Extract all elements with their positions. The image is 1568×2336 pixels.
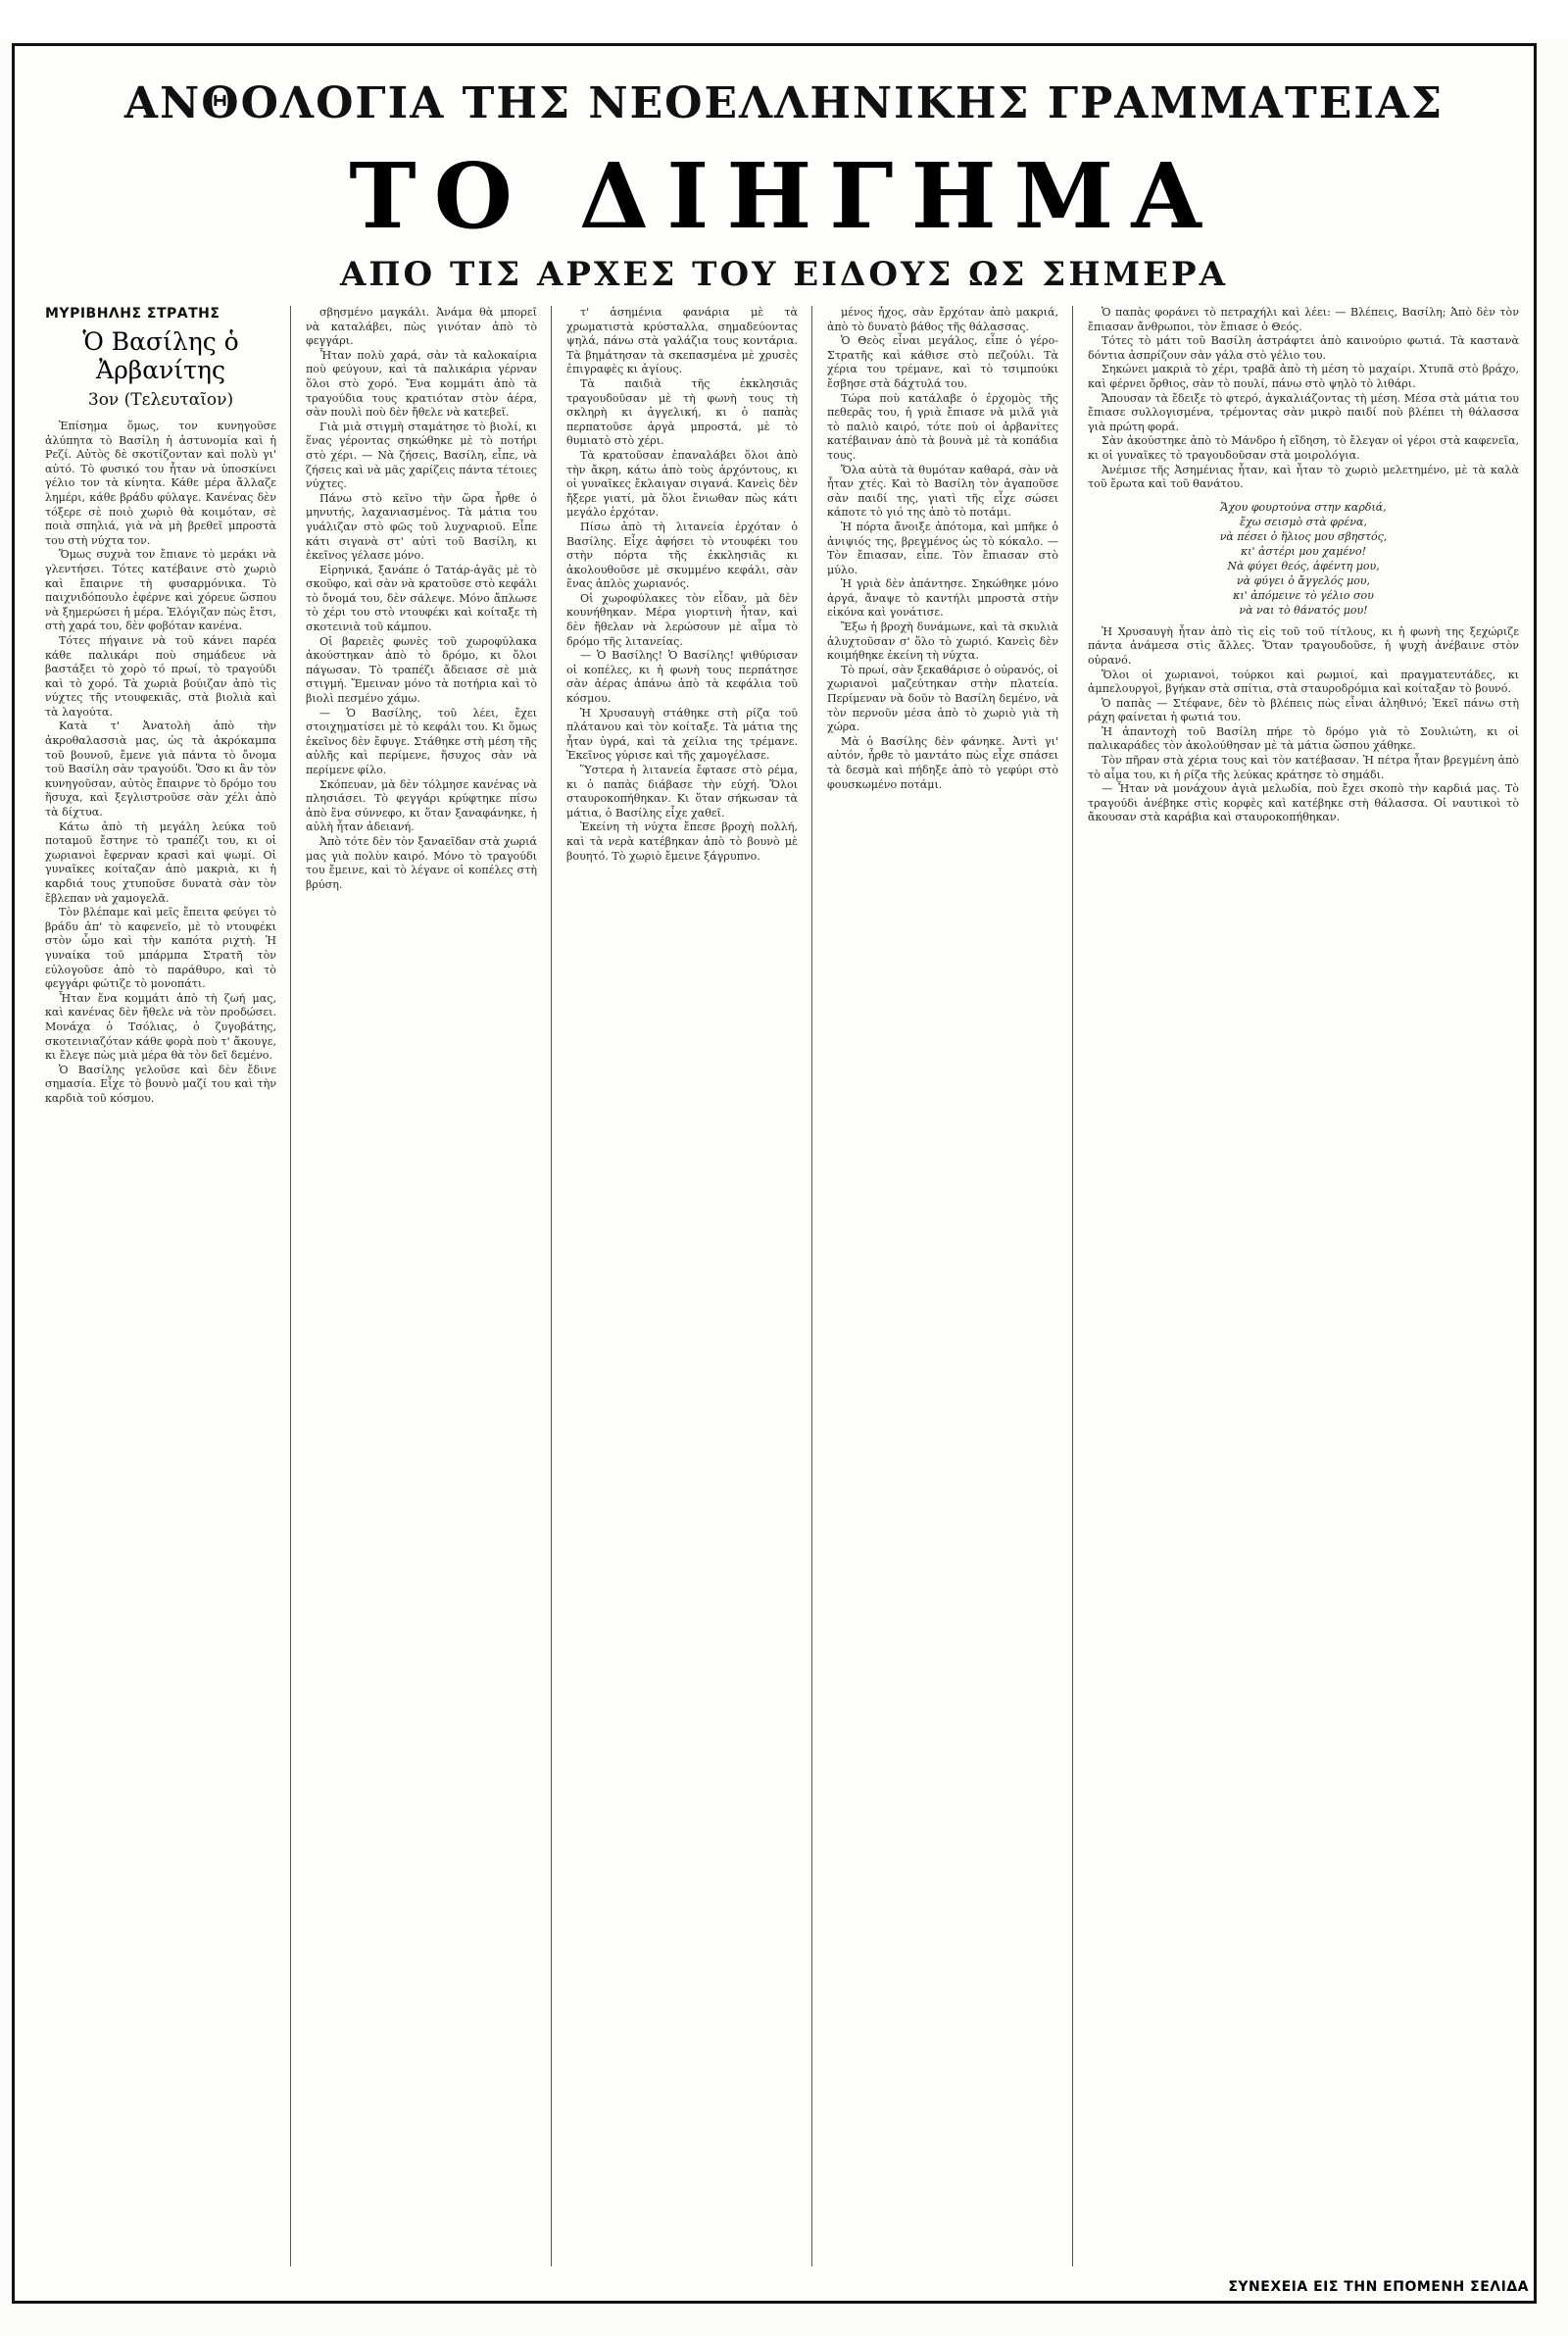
article-paragraph: Ἀπὸ τότε δὲν τὸν ξαναεῖδαν στὰ χωριά μας γιὰ πολὺν καιρό. Μόνο τὸ τραγούδι του ἔμεινε, καὶ τὸ λέγανε οἱ κοπέλες στὴ βρύση. bbox=[306, 834, 537, 891]
poem-line: νὰ ναι τὸ θάνατός μου! bbox=[1239, 603, 1368, 617]
column-3 bbox=[566, 306, 798, 2291]
article-paragraph: Ὕστερα ἡ λιτανεία ἔφτασε στὸ ρέμα, κι ὁ παπὰς διάβασε τὴν εὐχή. Ὅλοι σταυροκοπήθηκαν. Κι ὅταν σήκωσαν τὰ μάτια, ὁ Βασίλης εἶχε χαθεῖ. bbox=[566, 764, 798, 820]
article-paragraph: Τὸν πῆραν στὰ χέρια τους καὶ τὸν κατέβασαν. Ἡ πέτρα ἦταν βρεγμένη ἀπὸ τὸ αἷμα του, κι ἡ ρίζα τῆς λεύκας κράτησε τὸ σημάδι. bbox=[1088, 754, 1519, 781]
poem-line: κι' ἀπόμεινε τὸ γέλιο σου bbox=[1233, 588, 1374, 602]
article-paragraph: Ὁ Θεὸς εἶναι μεγάλος, εἶπε ὁ γέρο-Στρατῆς καὶ κάθισε στὸ πεζούλι. Τὰ χέρια του τρέμανε, καὶ τὸ τσιμπούκι ἔσβησε στὰ δάχτυλά του. bbox=[827, 334, 1058, 390]
article-paragraph: Τὸ πρωί, σὰν ξεκαθάρισε ὁ οὐρανός, οἱ χωριανοὶ μαζεύτηκαν στὴν πλατεία. Περίμεναν νὰ δοῦν τὸ Βασίλη δεμένο, νὰ τὸν περνοῦν μέσα ἀπὸ τὸ χωριὸ γιὰ τὴ χώρα. bbox=[827, 663, 1058, 734]
series-title: ΑΝΘΟΛΟΓΙΑ ΤΗΣ ΝΕΟΕΛΛΗΝΙΚΗΣ ΓΡΑΜΜΑΤΕΙΑΣ bbox=[123, 78, 1445, 128]
article-columns bbox=[45, 306, 1525, 2291]
column-body bbox=[827, 306, 1058, 792]
article-paragraph: τ' ἀσημένια φανάρια μὲ τὰ χρωματιστὰ κρύσταλλα, σημαδεύοντας ψηλά, πάνω στὰ γαλάζια τους κοντάρια. Τὰ βημάτησαν τὰ σκεπασμένα μὲ χρυσὲς ἐπιγραφὲς κι ἁγίους. bbox=[566, 306, 798, 376]
article-paragraph: — Ὁ Βασίλης, τοῦ λέει, ἔχει στοιχηματίσει μὲ τὸ κεφάλι του. Κι ὅμως ἐκεῖνος δὲν ἔφυγε. Στάθηκε στὴ μέση τῆς αὐλῆς καὶ περίμενε, ἥσυχος σὰν νὰ περίμενε φίλο. bbox=[306, 706, 537, 776]
column-2 bbox=[306, 306, 537, 2291]
article-paragraph: Τὰ κρατοῦσαν ἐπαναλάβει ὅλοι ἀπὸ τὴν ἄκρη, κάτω ἀπὸ τοὺς ἀρχόντους, κι οἱ γυναῖκες ἔκλαιγαν σιγανά. Κανεὶς δὲν ἤξερε γιατί, μὰ ὅλοι ἔνιωθαν πὼς κάτι μεγάλο ἐρχόταν. bbox=[566, 448, 798, 520]
article-paragraph: Ἐπίσημα ὅμως, τον κυνηγοῦσε ἀλύπητα τὸ Βασίλη ἡ ἀστυνομία καὶ ἡ Ρεζί. Αὐτὸς δὲ σκοτίζονταν καὶ πολὺ γι' αὐτό. Τὸ φυσικό του ἦταν νὰ ὑποσκίνει γέλιο τον τὰ κίνητα. Κάθε μέρα ἄλλαζε λημέρι, κάθε βράδυ φύλαγε. Κανένας δὲν τόξερε σὲ ποιὸ χωριὸ θὰ κοιμόταν, σὲ ποιὰ σπηλιά, γιὰ νὰ μὴ βρεθεῖ μπροστὰ του στὴ νύχτα τον. bbox=[45, 420, 276, 547]
article-paragraph: Πάνω στὸ κεῖνο τὴν ὥρα ἦρθε ὁ μηνυτής, λαχανιασμένος. Τὰ μάτια του γυάλιζαν στὸ φῶς τοῦ λυχναριοῦ. Εἶπε κάτι σιγανὰ στ' αὐτὶ τοῦ Βασίλη, κι ἐκεῖνος γέλασε μόνο. bbox=[306, 491, 537, 563]
article-paragraph: Σκόπευαν, μὰ δὲν τόλμησε κανένας νὰ πλησιάσει. Τὸ φεγγάρι κρύφτηκε πίσω ἀπὸ ἕνα σύννεφο, κι ὅταν ξαναφάνηκε, ἡ αὐλὴ ἦταν ἀδειανή. bbox=[306, 777, 537, 834]
poem-line: ἔχω σεισμὸ στὰ φρένα, bbox=[1240, 515, 1367, 528]
article-paragraph: Ἦταν πολὺ χαρά, σὰν τὰ καλοκαίρια ποὺ φεύγουν, καὶ τὰ παλικάρια γέρναν ὅλοι στὸ χορό. Ἔνα κομμάτι ἀπὸ τὰ τραγούδια τους κρατιόταν στὸν ἀέρα, σὰν πουλὶ ποὺ δὲν ἤθελε νὰ κατεβεῖ. bbox=[306, 348, 537, 420]
poem-line: Ἄχου φουρτούνα στην καρδιά, bbox=[1220, 500, 1387, 514]
column-1 bbox=[45, 306, 276, 2291]
article-paragraph: Ἄπουσαν τὰ ἔδειξε τὸ φτερό, ἀγκαλιάζοντας τὴ μέση. Μέσα στὰ μάτια του ἔπιασε συλλογισμένα, τρέμοντας σὰν μικρὸ παιδί ποὺ βλέπει τὴ θάλασσα γιὰ πρώτη φορά. bbox=[1088, 391, 1519, 433]
article-paragraph: Ὁ παπὰς φοράνει τὸ πετραχήλι καὶ λέει: — Βλέπεις, Βασίλη; Ἀπὸ δὲν τὸν ἔπιασαν ἄνθρωποι, τὸν ἔπιασε ὁ Θεός. bbox=[1088, 306, 1519, 333]
page-subtitle: ΑΠΟ ΤΙΣ ΑΡΧΕΣ ΤΟΥ ΕΙΔΟΥΣ ΩΣ ΣΗΜΕΡΑ bbox=[340, 255, 1228, 294]
article-paragraph: Οἱ βαρειὲς φωνὲς τοῦ χωροφύλακα ἀκούστηκαν ἀπὸ τὸ δρόμο, κι ὅλοι πάγωσαν. Τὸ τραπέζι ἄδειασε σὲ μιὰ στιγμή. Ἔμειναν μόνο τὰ ποτήρια καὶ τὸ βιολὶ πεσμένο χάμω. bbox=[306, 634, 537, 706]
article-paragraph: Ἡ γριὰ δὲν ἀπάντησε. Σηκώθηκε μόνο ἀργά, ἄναψε τὸ καντήλι μπροστὰ στὴν εἰκόνα καὶ γονάτισε. bbox=[827, 577, 1058, 620]
article-paragraph: μένος ἦχος, σὰν ἔρχόταν ἀπὸ μακριά, ἀπὸ τὸ δυνατὸ βάθος τῆς θάλασσας. bbox=[827, 306, 1058, 333]
article-paragraph: Ὅλοι οἱ χωριανοὶ, τούρκοι καὶ ρωμιοί, καὶ πραγματευτάδες, κι ἀμπελουργοὶ, βγήκαν στὰ σπίτια, στὰ σταυροδρόμια καὶ κοίταξαν τὸ βουνό. bbox=[1088, 668, 1519, 696]
column-body bbox=[45, 420, 276, 1107]
article-paragraph: Κατὰ τ' Ἀνατολὴ ἀπὸ τὴν ἀκροθαλασσιὰ μας, ὡς τὰ ἀκρόκαμπα τοῦ βουνοῦ, ἔμενε γιὰ πάντα τὸ ὄνομα τοῦ Βασίλη σὰν τραγούδι. Ὅσο κι ἂν τὸν κυνηγοῦσαν, αὐτὸς ἔπαιρνε τὸ δρόμο του ἥσυχα, καὶ ξεγλιστροῦσε σὰν χέλι ἀπὸ τὰ δίχτυα. bbox=[45, 720, 276, 820]
poem-line: νὰ φύγει ὁ ἄγγελός μου, bbox=[1236, 573, 1371, 587]
column-4 bbox=[827, 306, 1058, 2291]
article-paragraph: Ὁ Βασίλης γελοῦσε καὶ δὲν ἔδινε σημασία. Εἶχε τὸ βουνὸ μαζί του καὶ τὴν καρδιὰ τοῦ κόσμου. bbox=[45, 1063, 276, 1105]
column-body bbox=[566, 306, 798, 864]
article-paragraph: Τὰ παιδιὰ τῆς ἐκκλησιᾶς τραγουδοῦσαν μὲ τὴ φωνὴ τους τὴ σκληρὴ κι ἀγγελική, κι ὁ παπὰς περπατοῦσε ἀργὰ μπροστά, μὲ τὸ θυμιατὸ στὸ χέρι. bbox=[566, 376, 798, 448]
article-paragraph: Μὰ ὁ Βασίλης δὲν φάνηκε. Ἀντὶ γι' αὐτόν, ἦρθε τὸ μαντάτο πὼς εἶχε σπάσει τὰ δεσμὰ καὶ πήδηξε ἀπὸ τὸ γεφύρι στὸ φουσκωμένο ποτάμι. bbox=[827, 734, 1058, 791]
column-5 bbox=[1088, 306, 1519, 2291]
article-paragraph: Τὸν βλέπαμε καὶ μεῖς ἔπειτα φεύγει τὸ βράδυ ἀπ' τὸ καφενεῖο, μὲ τὸ ντουφέκι στὸν ὦμο καὶ τὴν καπότα ριχτὴ. Ἡ γυναίκα τοῦ μπάρμπα Στρατῆ τὸν εὐλογοῦσε ἀπὸ τὸ παράθυρο, καὶ τὸ φεγγάρι φώτιζε τὸ μονοπάτι. bbox=[45, 906, 276, 991]
article-paragraph: Ἦταν ἕνα κομμάτι ἀπὸ τὴ ζωή μας, καὶ κανένας δὲν ἤθελε νὰ τὸν προδώσει. Μονάχα ὁ Τσόλιας, ὁ ζυγοβάτης, σκοτεινιαζόταν κάθε φορὰ ποὺ τ' ἄκουγε, κι ἔλεγε πὼς μιὰ μέρα θὰ τὸν δεῖ δεμένο. bbox=[45, 991, 276, 1063]
article-paragraph: Ἡ Χρυσαυγὴ στάθηκε στὴ ρίζα τοῦ πλάτανου καὶ τὸν κοίταξε. Τὰ μάτια της ἦταν ὑγρά, καὶ τὰ χείλια της τρέμανε. Ἐκεῖνος γύρισε καὶ τῆς χαμογέλασε. bbox=[566, 706, 798, 763]
continued-notice: ΣΥΝΕΧΕΙΑ ΕΙΣ ΤΗΝ ΕΠΟΜΕΝΗ ΣΕΛΙΔΑ bbox=[1228, 2279, 1529, 2295]
column-divider bbox=[811, 306, 812, 2266]
page-title: ΤΟ ΔΙΗΓΗΜΑ bbox=[349, 143, 1219, 249]
article-paragraph: Ἐκείνη τὴ νύχτα ἔπεσε βροχὴ πολλή, καὶ τὰ νερὰ κατέβηκαν ἀπὸ τὸ βουνὸ μὲ βουητό. Τὸ χωριὸ ἔμεινε ξάγρυπνο. bbox=[566, 820, 798, 863]
article-paragraph: Γιὰ μιὰ στιγμὴ σταμάτησε τὸ βιολί, κι ἕνας γέροντας σηκώθηκε μὲ τὸ ποτήρι στὸ χέρι. — Νὰ ζήσεις, Βασίλη, εἶπε, νὰ ζήσεις καὶ νὰ μᾶς χαρίζεις πάντα τέτοιες νύχτες. bbox=[306, 420, 537, 491]
story-author: ΜΥΡΙΒΗΛΗΣ ΣΤΡΑΤΗΣ bbox=[45, 306, 220, 322]
article-paragraph: — Ὁ Βασίλης! Ὁ Βασίλης! ψιθύρισαν οἱ κοπέλες, κι ἡ φωνὴ τους περπάτησε σὰν ἀέρας ἀπάνω ἀπὸ τὰ κεφάλια τοῦ κόσμου. bbox=[566, 649, 798, 706]
column-divider bbox=[290, 306, 291, 2266]
article-paragraph: Ἀνέμισε τῆς Ἀσημένιας ἦταν, καὶ ἦταν τὸ χωριὸ μελετημένο, μὲ τὰ καλὰ τοῦ ἔρωτα καὶ τοῦ θανάτου. bbox=[1088, 463, 1519, 491]
article-paragraph: Ἡ πόρτα ἄνοιξε ἀπότομα, καὶ μπῆκε ὁ ἀνιψιός της, βρεγμένος ὡς τὸ κόκαλο. — Τὸν ἔπιασαν, εἶπε. Τὸν ἔπιασαν στὸ μύλο. bbox=[827, 520, 1058, 576]
article-paragraph: Σὰν ἀκούστηκε ἀπὸ τὸ Μάνδρο ἡ εἴδηση, τὸ ἔλεγαν οἱ γέροι στὰ καφενεῖα, κι οἱ γυναῖκες τὸ τραγουδοῦσαν στὰ μοιρολόγια. bbox=[1088, 434, 1519, 462]
story-title: Ὁ Βασίλης ὁ Ἀρβανίτης bbox=[82, 327, 239, 384]
scan-top-margin bbox=[0, 0, 1568, 39]
story-part: 3ον (Τελευταῖον) bbox=[87, 390, 234, 410]
poem-line: νὰ πέσει ὁ ἥλιος μου σβηστός, bbox=[1219, 529, 1388, 543]
column-divider bbox=[1072, 306, 1073, 2266]
poem-block bbox=[1088, 500, 1519, 618]
article-paragraph: — Ἦταν νὰ μονάχουν ἀγιὰ μελωδία, ποὺ ἔχει σκοπὸ τὴν καρδιά μας. Τὸ τραγούδι ἀνέβηκε στὶς κορφὲς καὶ κατέβηκε στὴ θάλασσα. Οἱ ναυτικοὶ τὸ ἄκουσαν στὰ καράβια καὶ σταυροκοπήθηκαν. bbox=[1088, 782, 1519, 824]
article-paragraph: Τότες πήγαινε νὰ τοῦ κάνει παρέα κάθε παλικάρι ποὺ σημάδευε νὰ βαστάξει τὸ χορὸ τό πρωί, τὸ τραγούδι καὶ τὸ χορό. Τὰ χωριὰ βούιζαν ἀπὸ τὶς νύχτες τῆς ντουφεκιᾶς, στὰ βιολιὰ καὶ τὰ λαγούτα. bbox=[45, 633, 276, 719]
article-paragraph: Σηκώνει μακριὰ τὸ χέρι, τραβᾶ ἀπὸ τὴ μέση τὸ μαχαίρι. Χτυπᾶ στὸ βράχο, καὶ φέρνει ὄρθιος, σὰν τὸ πουλί, πάνω στὸ ψηλὸ τὸ λιθάρι. bbox=[1088, 363, 1519, 390]
article-paragraph: Κάτω ἀπὸ τὴ μεγάλη λεύκα τοῦ ποταμοῦ ἔστηνε τὸ τραπέζι του, κι οἱ χωριανοὶ ἔφερναν κρασὶ καὶ ψωμί. Οἱ γυναῖκες κοίταζαν ἀπὸ μακριὰ, κι ἡ καρδιά τους χτυποῦσε δυνατὰ σὰν τὸν ἔβλεπαν νὰ χαμογελᾶ. bbox=[45, 820, 276, 905]
article-paragraph: Οἱ χωροφύλακες τὸν εἶδαν, μὰ δὲν κουνήθηκαν. Μέρα γιορτινὴ ἦταν, καὶ δὲν ἤθελαν νὰ λερώσουν μὲ αἷμα τὸ δρόμο τῆς λιτανείας. bbox=[566, 591, 798, 648]
article-paragraph: Εἰρηνικά, ξανάπε ὁ Τατάρ-ἀγᾶς μὲ τὸ σκοῦφο, καὶ σὰν νὰ κρατοῦσε στὸ κεφάλι τὸ ὄνομά του, δὲν σάλεψε. Μόνο ἄπλωσε τὸ χέρι του στὸ ντουφέκι καὶ κοίταξε τὴ σκοτεινιὰ τοῦ κάμπου. bbox=[306, 563, 537, 634]
article-paragraph: Ἡ Χρυσαυγὴ ἦταν ἀπὸ τὶς εἰς τοῦ τοῦ τίτλους, κι ἡ φωνὴ της ξεχώριζε πάντα ἀνάμεσα στὶς ἄλλες. Ὅταν τραγουδοῦσε, ἡ ψυχὴ ἀνέβαινε στὸν οὐρανό. bbox=[1088, 624, 1519, 667]
article-paragraph: Ὁ παπὰς — Στέφανε, δὲν τὸ βλέπεις πὼς εἶναι ἀληθινό; Ἐκεῖ πάνω στὴ ράχη φαίνεται ἡ φωτιά του. bbox=[1088, 696, 1519, 724]
article-paragraph: Ὅλα αὐτὰ τὰ θυμόταν καθαρά, σὰν νὰ ἦταν χτές. Καὶ τὸ Βασίλη τὸν ἀγαποῦσε σὰν παιδί της, γιατὶ τῆς εἶχε σώσει κάποτε τὸ γιό της ἀπὸ τὸ ποτάμι. bbox=[827, 463, 1058, 520]
poem-line: Νὰ φύγει θεός, ἀφέντη μου, bbox=[1227, 559, 1380, 572]
article-paragraph: Ἡ ἀπαντοχὴ τοῦ Βασίλη πήρε τὸ δρόμο γιὰ τὸ Σουλιώτη, κι οἱ παλικαράδες τὸν ἀκολούθησαν μὲ τὰ μάτια ὥσπου χάθηκε. bbox=[1088, 724, 1519, 753]
article-paragraph: Ἔξω ἡ βροχὴ δυνάμωνε, καὶ τὰ σκυλιὰ ἀλυχτοῦσαν σ' ὅλο τὸ χωριό. Κανεὶς δὲν κοιμήθηκε ἐκείνη τὴ νύχτα. bbox=[827, 621, 1058, 663]
column-body bbox=[1088, 306, 1519, 492]
masthead bbox=[20, 78, 1548, 294]
article-paragraph: σβησμένο μαγκάλι. Ἀνάμα θὰ μπορεῖ νὰ καταλάβει, πὼς γινόταν ἀπὸ τὸ φεγγάρι. bbox=[306, 306, 537, 348]
column-body bbox=[306, 306, 537, 892]
column-body-after-poem bbox=[1088, 625, 1519, 825]
column-divider bbox=[551, 306, 552, 2266]
article-paragraph: Πίσω ἀπὸ τὴ λιτανεία ἐρχόταν ὁ Βασίλης. Εἶχε ἀφήσει τὸ ντουφέκι του στὴν πόρτα τῆς ἐκκλησιᾶς κι ἀκολουθοῦσε μὲ σκυμμένο κεφάλι, σὰν ἕνας ἁπλὸς χωριανός. bbox=[566, 520, 798, 591]
poem-line: κι' ἀστέρι μου χαμένο! bbox=[1240, 544, 1367, 558]
article-paragraph: Ὅμως συχνὰ τον ἔπιανε τὸ μεράκι νὰ γλεντήσει. Τότες κατέβαινε στὸ χωριὸ καὶ ἔπαιρνε τὴ φυσαρμόνικα. Τὸ παιχνιδόπουλο ἐφέρνε καὶ χόρευε ὥσπου νὰ ξημερώσει ἡ μέρα. Ἐλόγιζαν πὼς ἔτσι, στὴ χαρά του, δὲν φοβόταν κανένα. bbox=[45, 548, 276, 633]
article-paragraph: Τότες τὸ μάτι τοῦ Βασίλη ἀστράφτει ἀπὸ καινούριο φωτιά. Τὰ καστανὰ δόντια ἀσπρίζουν σὰν γάλα στὸ γέλιο του. bbox=[1088, 334, 1519, 362]
article-paragraph: Τώρα ποὺ κατάλαβε ὁ ἐρχομὸς τῆς πεθερᾶς του, ἡ γριὰ ἔπιασε νὰ μιλᾶ γιὰ τὸ παλιὸ καιρό, τότε ποὺ οἱ ἀρβανίτες κατέβαιναν ἀπὸ τὰ βουνὰ μὲ τὰ κοπάδια τους. bbox=[827, 391, 1058, 462]
